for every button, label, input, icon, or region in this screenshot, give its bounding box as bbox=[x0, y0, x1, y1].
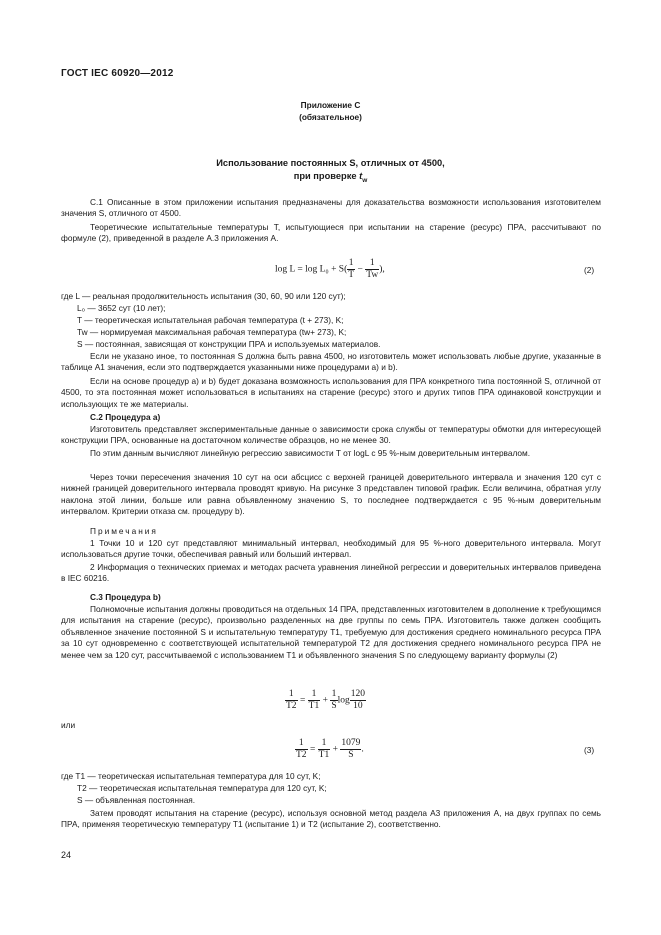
formula-a-eq: = bbox=[299, 695, 306, 706]
formula-a-term2: $\frac{1}{S}$ bbox=[331, 689, 337, 711]
section-title-prefix: при проверке bbox=[293, 171, 360, 181]
definition-line: S — постоянная, зависящая от конструкции ПРА и используемых материалов. bbox=[77, 339, 381, 349]
paragraph-c2-regression: По этим данным вычисляют линейную регрессию зависимости T от logL с 95 %-ным доверительным интервалом. bbox=[90, 448, 531, 458]
section-title-line2 bbox=[61, 171, 600, 186]
paragraph-c2-curve: Через точки пересечения значения 10 сут на оси абсцисс с верхней границей доверительного интервала и значения 120 сут с нижней границей доверительного интервала проводят кривую. На рисунке 3 представлен типовой график. Если величина, обратная углу наклона этой линии, больше или равна объявленному значению S, то последнее подтверждается с 95 %-ным доверительным интервалом. Критерии отказа см. процедуру b). bbox=[61, 472, 601, 517]
paragraph-final: Затем проводят испытания на старение (ресурс), используя основной метод раздела А3 приложения А, на двух группах по семь ПРА, применяя теоретическую температуру T1 (испытание 1) и T2 (испытание 2), соответственно. bbox=[61, 808, 601, 830]
section-title-line1: Использование постоянных S, отличных от 4500, bbox=[216, 158, 445, 168]
formula-a bbox=[285, 689, 366, 712]
paragraph-temperatures: Теоретические испытательные температуры T, испытующиеся при испытании на старение (ресурс) ПРА, рассчитывают по формуле (2), приведенной в разделе А.3 приложения А. bbox=[61, 222, 601, 244]
appendix-subtitle: (обязательное) bbox=[299, 112, 362, 122]
definition-line: Tw — нормируемая максимальная рабочая температура (tw+ 273), K; bbox=[77, 327, 347, 337]
note-1: 1 Точки 10 и 120 сут представляют минимальный интервал, необходимый для 95 %-ного доверительного интервала. Могут использоваться другие точки, обеспечивая равный или больший интервал. bbox=[61, 538, 601, 560]
formula-a-term3: $\frac{120}{10}$ bbox=[350, 689, 366, 711]
formula-3-term2: $\frac{1079}{S}$ bbox=[341, 738, 361, 760]
definition-line: L₀ — 3652 сут (10 лет); bbox=[77, 303, 166, 313]
formula-2-number: (2) bbox=[584, 265, 595, 275]
formula-3-plus: + bbox=[332, 744, 338, 755]
formula-3-eq: = bbox=[309, 744, 316, 755]
formula-a-term1: $\frac{1}{T1}$ bbox=[308, 689, 320, 711]
notes-label: Примечания bbox=[90, 526, 158, 536]
formula-3-lhs: $\frac{1}{T2}$ bbox=[296, 738, 307, 760]
paragraph-c2-data: Изготовитель представляет экспериментальные данные о зависимости срока службы от температуры обмотки для интересующей конструкции ПРА, основанные на достаточном количестве образцов, но не менее 30. bbox=[61, 424, 601, 446]
paragraph-s-other: Если на основе процедур а) и b) будет доказана возможность использования для ПРА конкретного типа постоянной S, отличной от 4500, то эта постоянная может использоваться в испытаниях на старение (ресурс) этого и других типов ПРА одинаковой конструкции и использующих те же материалы. bbox=[61, 376, 601, 409]
formula-a-log: log bbox=[337, 695, 350, 706]
formula-2-frac2: $\frac{1}{Tw}$ bbox=[366, 258, 379, 280]
formula-2 bbox=[275, 258, 385, 281]
definition-line: T — теоретическая испытательная рабочая температура (t + 273), K; bbox=[77, 315, 344, 325]
formula-3 bbox=[295, 738, 364, 761]
section-c2-title: С.2 Процедура а) bbox=[90, 412, 161, 422]
section-title-var: t bbox=[359, 171, 363, 181]
definition-line: S — объявленная постоянная. bbox=[77, 795, 196, 805]
paragraph-c1: С.1 Описанные в этом приложении испытания предназначены для доказательства возможности использования изготовителем значения S, отличного от 4500. bbox=[61, 197, 601, 219]
formula-2-right: ), bbox=[379, 264, 385, 275]
formula-3-dot: . bbox=[361, 744, 364, 755]
definition-line: где L — реальная продолжительность испытания (30, 60, 90 или 120 сут); bbox=[61, 291, 346, 301]
paragraph-s-default: Если не указано иное, то постоянная S должна быть равна 4500, но изготовитель может использовать любые другие, указанные в таблице А1 значения, если это подтверждается указанными ниже процедурами а) и b). bbox=[61, 351, 601, 373]
formula-3-term1: $\frac{1}{T1}$ bbox=[318, 738, 330, 760]
document-header: ГОСТ IEC 60920—2012 bbox=[61, 68, 174, 79]
section-c3-title: С.3 Процедура b) bbox=[90, 592, 161, 602]
formula-a-plus: + bbox=[322, 695, 328, 706]
paragraph-c3: Полномочные испытания должны проводиться на отдельных 14 ПРА, представленных изготовителем в дополнение к требующимся для испытания на старение (ресурс), произвольно разделенных на две группы по семь ПРА. Изготовитель также должен сообщить объявленное значение постоянной S и испытательную температуру T1, требуемую для достижения среднего номинального ресурса ПРА за 10 сут одновременно с соответствующей испытательной температурой T2 для достижения среднего номинального ресурса ПРА не менее чем за 120 сут, рассчитываемой с использованием T1 и объявленного значения S по следующему варианту формулы (2) bbox=[61, 604, 601, 660]
definition-line: где T1 — теоретическая испытательная температура для 10 сут, K; bbox=[61, 771, 321, 781]
formula-2-minus: − bbox=[357, 264, 363, 275]
formula-a-lhs: $\frac{1}{T2}$ bbox=[286, 689, 297, 711]
definition-line: T2 — теоретическая испытательная температура для 120 сут, K; bbox=[77, 783, 327, 793]
formula-3-number: (3) bbox=[584, 745, 595, 755]
section-title-sub: w bbox=[362, 176, 368, 184]
formula-2-frac1: $\frac{1}{T}$ bbox=[348, 258, 355, 280]
note-2: 2 Информация о технических приемах и методах расчета уравнения линейной регрессии и доверительных интервалов приведена в IEC 60216. bbox=[61, 562, 601, 584]
formula-2-left: log L = log L₀ + S( bbox=[275, 264, 348, 275]
or-label: или bbox=[61, 720, 76, 730]
appendix-title: Приложение С bbox=[300, 100, 361, 110]
page-number: 24 bbox=[61, 850, 72, 860]
